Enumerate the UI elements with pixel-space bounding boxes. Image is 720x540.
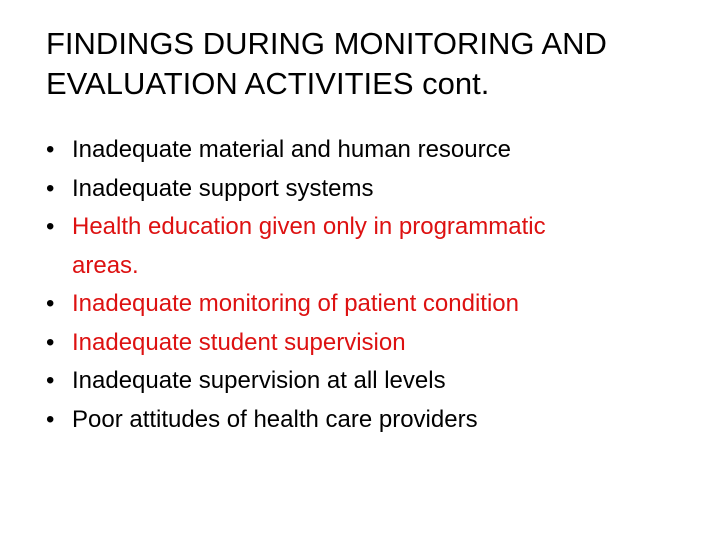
title-line: FINDINGS DURING MONITORING AND [46, 26, 607, 61]
bullet-text [72, 208, 696, 285]
bullet-line: areas. [72, 251, 139, 279]
bullet-list [46, 131, 696, 439]
bullet-text [72, 131, 696, 170]
bullet-line: Poor attitudes of health care providers [72, 405, 478, 433]
bullet-line: Inadequate material and human resource [72, 136, 511, 163]
title-line: EVALUATION ACTIVITIES cont. [46, 66, 490, 101]
bullet-text [72, 324, 696, 363]
bullet-line: Health education given only in programmatic [72, 213, 546, 240]
bullet-item-poor-attitudes [46, 401, 696, 440]
bullet-item-support-systems [46, 170, 696, 209]
bullet-line: Inadequate supervision at all levels [72, 367, 446, 394]
bullet-icon: • [46, 174, 55, 202]
bullet-item-health-education [46, 208, 696, 285]
bullet-icon: • [46, 405, 55, 433]
bullet-text [72, 285, 696, 324]
bullet-icon: • [46, 213, 55, 240]
bullet-item-material-resource [46, 131, 696, 170]
bullet-item-patient-monitoring [46, 285, 696, 324]
bullet-icon: • [46, 290, 55, 317]
bullet-line: Inadequate monitoring of patient condition [72, 290, 519, 317]
bullet-icon: • [46, 367, 55, 394]
bullet-item-supervision-levels [46, 362, 696, 401]
bullet-icon: • [46, 136, 55, 163]
bullet-text [72, 170, 696, 209]
slide-title [46, 24, 696, 104]
bullet-text [72, 401, 696, 440]
bullet-icon: • [46, 328, 55, 356]
bullet-line: Inadequate student supervision [72, 328, 406, 356]
bullet-line: Inadequate support systems [72, 174, 374, 202]
bullet-text [72, 362, 696, 401]
bullet-item-student-supervision [46, 324, 696, 363]
